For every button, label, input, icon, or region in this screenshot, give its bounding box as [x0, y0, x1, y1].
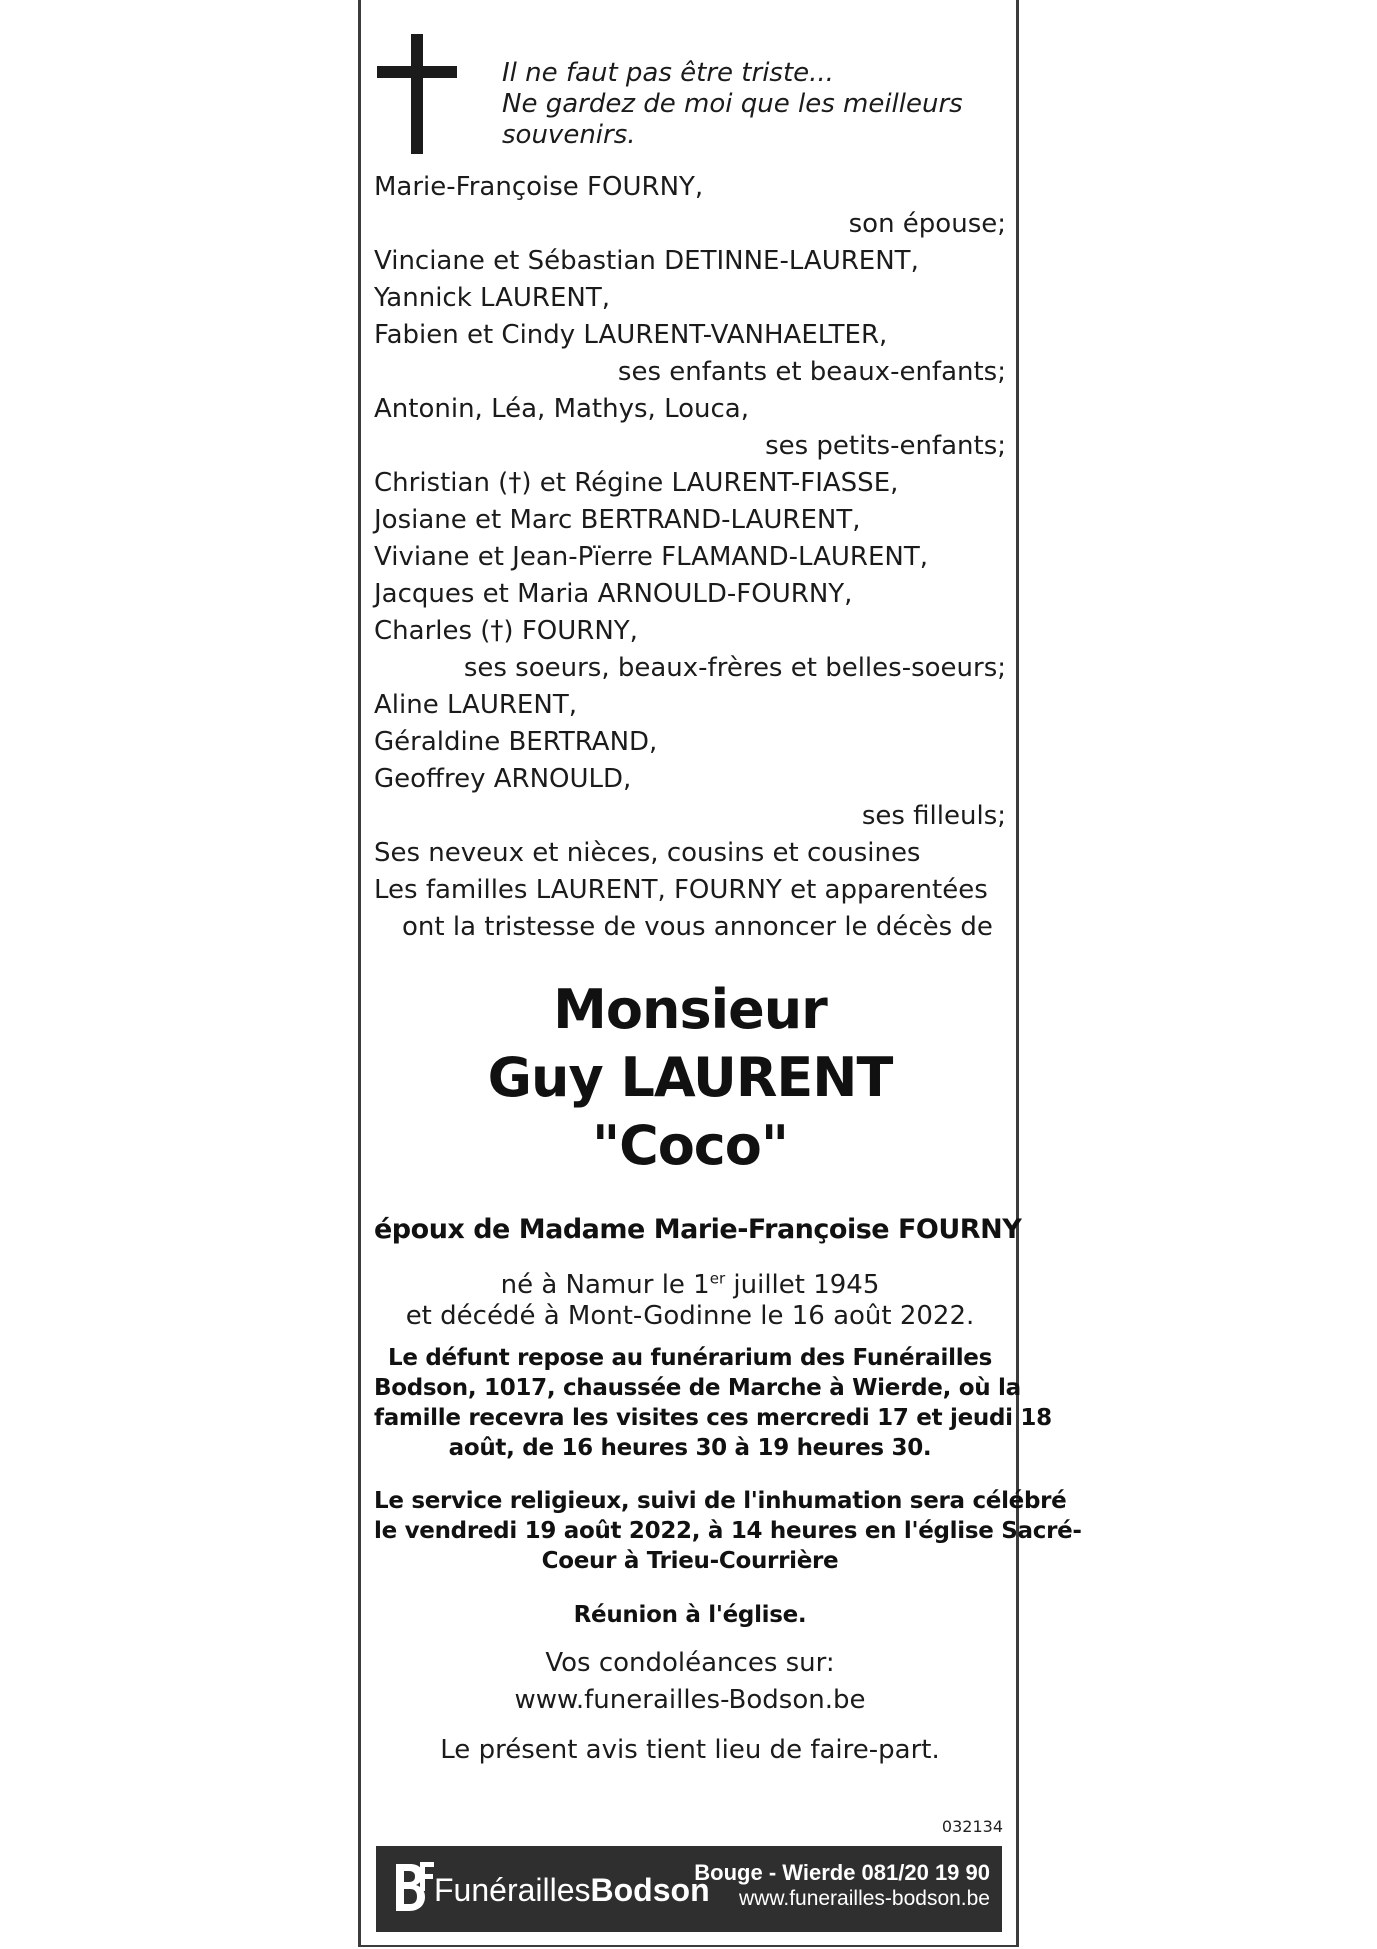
reunion-line: Réunion à l'église. — [573, 1602, 807, 1628]
contact-block — [694, 1860, 990, 1912]
family-line: Aline LAURENT, — [374, 690, 577, 720]
visit-line: Bodson, 1017, chaussée de Marche à Wierde, où la — [374, 1375, 1021, 1401]
family-line: Ses neveux et nièces, cousins et cousines — [374, 838, 921, 868]
family-line: Christian (†) et Régine LAURENT-FIASSE, — [374, 468, 899, 498]
family-line: Vinciane et Sébastian DETINNE-LAURENT, — [374, 246, 919, 276]
bodson-logo-icon — [390, 1858, 436, 1920]
epigraph-quote — [502, 58, 1002, 151]
deceased-name: Guy LAURENT — [487, 1046, 893, 1109]
family-line: Geoffrey ARNOULD, — [374, 764, 632, 794]
birth-line: né à Namur le 1er juillet 1945 — [500, 1269, 880, 1300]
family-relation: ses enfants et beaux-enfants; — [617, 357, 1006, 387]
family-line: Yannick LAURENT, — [374, 283, 611, 313]
family-line: Les familles LAURENT, FOURNY et apparentées — [374, 875, 988, 905]
family-relation: ses petits-enfants; — [765, 431, 1006, 461]
family-relation: ses filleuls; — [861, 801, 1006, 831]
family-line: Géraldine BERTRAND, — [374, 727, 658, 757]
quote-line: Il ne faut pas être triste... — [502, 58, 834, 88]
family-relation: son épouse; — [848, 209, 1006, 239]
quote-line: Ne gardez de moi que les meilleurs — [502, 89, 963, 119]
death-line: et décédé à Mont-Godinne le 16 août 2022. — [405, 1301, 975, 1331]
family-line: Josiane et Marc BERTRAND-LAURENT, — [374, 505, 861, 535]
condolences-label: Vos condoléances sur: — [545, 1648, 835, 1678]
visit-line: Le défunt repose au funérarium des Funérailles — [388, 1345, 992, 1371]
condolences-link[interactable]: www.funerailles-Bodson.be — [514, 1685, 866, 1715]
location-phone: Bouge - Wierde 081/20 19 90 — [694, 1860, 990, 1885]
announcement-line: ont la tristesse de vous annoncer le décès de — [402, 912, 993, 942]
service-line: Le service religieux, suivi de l'inhumation sera célébré — [374, 1488, 1067, 1514]
reference-number: 032134 — [941, 1817, 1003, 1836]
service-line: Coeur à Trieu-Courrière — [541, 1548, 839, 1574]
deceased-title: Monsieur — [553, 978, 827, 1041]
family-line: Charles (†) FOURNY, — [374, 616, 638, 646]
deceased-nickname: "Coco" — [591, 1114, 789, 1177]
family-line: Marie-Françoise FOURNY, — [374, 172, 704, 202]
family-relation: ses soeurs, beaux-frères et belles-soeurs; — [463, 653, 1006, 683]
visit-line: août, de 16 heures 30 à 19 heures 30. — [448, 1435, 932, 1461]
visit-line: famille recevra les visites ces mercredi 17 et jeudi 18 — [374, 1405, 1052, 1431]
family-line: Jacques et Maria ARNOULD-FOURNY, — [374, 579, 853, 609]
cross-icon — [375, 34, 459, 154]
notice-line: Le présent avis tient lieu de faire-part. — [440, 1735, 940, 1765]
spouse-line: époux de Madame Marie-Françoise FOURNY — [374, 1214, 1022, 1245]
family-line: Fabien et Cindy LAURENT-VANHAELTER, — [374, 320, 888, 350]
family-line: Antonin, Léa, Mathys, Louca, — [374, 394, 749, 424]
service-line: le vendredi 19 août 2022, à 14 heures en l'église Sacré- — [374, 1518, 1082, 1544]
website-link[interactable]: www.funerailles-bodson.be — [739, 1887, 990, 1910]
brand-name: FunéraillesBodson — [434, 1872, 710, 1908]
funeral-home-banner — [376, 1846, 1002, 1932]
family-line: Viviane et Jean-Pïerre FLAMAND-LAURENT, — [374, 542, 929, 572]
quote-line: souvenirs. — [502, 120, 636, 150]
